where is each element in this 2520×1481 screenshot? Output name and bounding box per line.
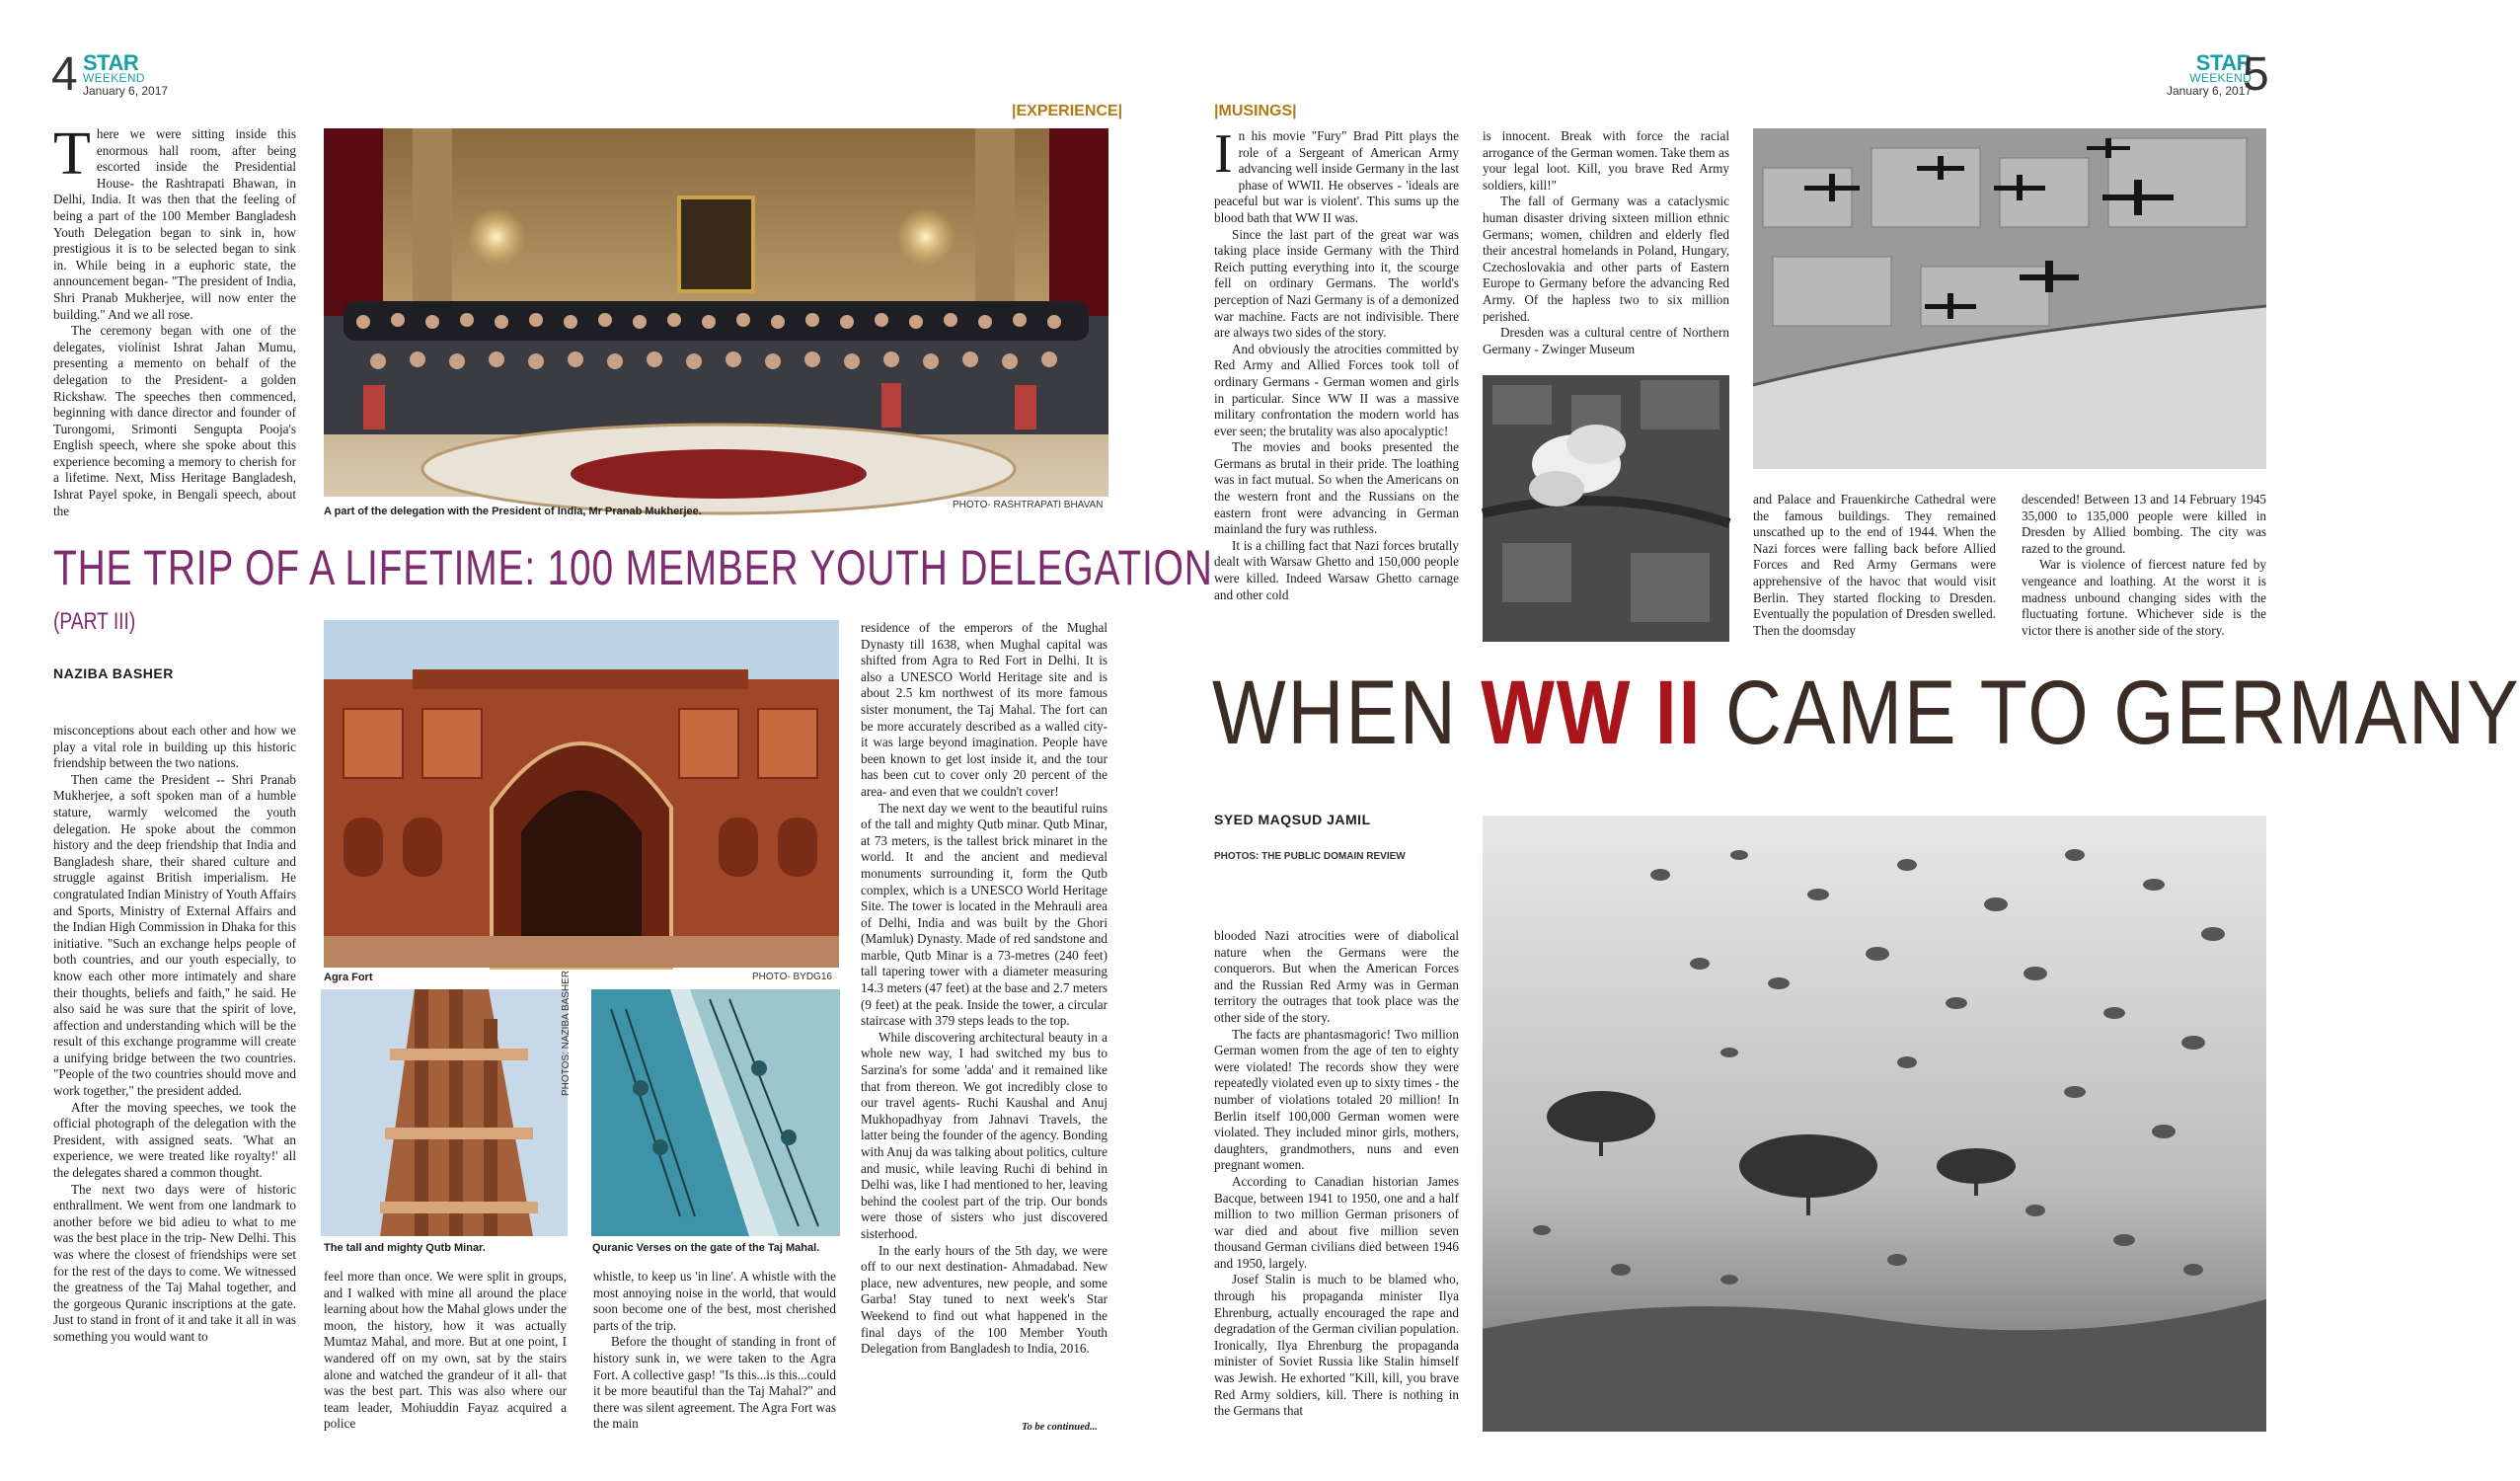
- body-paragraph: While discovering architectural beauty in a whole new way, I had switched my bus to Sarzina's for some 'adda' and it remained like that from thereon. We got incredibly close to our travel agents- Ruchi Kaushal and Anuj Mukhopadhyay from Jahnavi Travels, the latter being the founder of the agency. Bonding with Anuj da was talking about politics, culture and music, while leaving Ruchi di behind in Delhi was, like I had mentioned to her, leaving behind the coolest part of the trip. Our bonds were those of sisters who just discovered sisterhood.: [861, 1029, 1107, 1241]
- qutb-minar-illustration: [321, 989, 568, 1236]
- right-lower-column: [1214, 928, 1459, 1432]
- body-paragraph: It is a chilling fact that Nazi forces brutally dealt with Warsaw Ghetto and 150,000 people were killed. Indeed Warsaw Ghetto carnage and other cold: [1214, 537, 1459, 602]
- intro-paragraph: here we were sitting inside this enormous hall room, after being escorted inside the Presidential House- the Rashtrapati Bhawan, in Delhi, India. It was then that the feeling of being a part of the 100 Member Bangladesh Youth Delegation began to sink in, how prestigious it is to be selected began to sink in. While being in a euphoric state, the announcement began- "The president of India, Shri Pranab Mukherjee, will now enter the building." And we all rose.: [53, 126, 296, 322]
- logo-weekend-text: WEEKEND: [2189, 71, 2253, 85]
- delegation-group-photo: [324, 128, 1108, 497]
- left-body-column-1: [53, 723, 296, 1436]
- body-paragraph: War is violence of fiercest nature fed by vengeance and loathing. At the worst it is madness unbound changing sides with the fluctuating fortune. Whichever side is the victor there is another side of the story.: [2022, 557, 2266, 638]
- logo-star-text: STAR: [83, 50, 139, 75]
- body-paragraph: Dresden was a cultural centre of Northern Germany - Zwinger Museum: [1483, 325, 1729, 356]
- headline-part1: WHEN: [1212, 663, 1482, 763]
- qutb-minar-photo: [321, 989, 568, 1236]
- body-paragraph: n his movie "Fury" Brad Pitt plays the role of a Sergeant of American Army advancing well inside Germany in the last phase of WWII. He observes - 'ideals are peaceful but war is violent'. This sums up the blood bath that WW II was.: [1214, 128, 1459, 225]
- left-body-column-2: [324, 1269, 567, 1437]
- body-paragraph: Then came the President -- Shri Pranab Mukherjee, a soft spoken man of a humble stature, warmly welcomed the youth delegation. He spoke about the common history and the deep friendship that India and Bangladesh share, their shared culture and struggle against British imperialism. He congratulated Indian Ministry of Youth Affairs and Sports, Ministry of External Affairs and the Indian High Commission in Dhaka for this initiative. "Such an exchange helps people of both countries, and our youth especially, to know each other more intimately and share their thoughts, beliefs and faith," he said. He also said he was sure that the spirit of love, affection and understanding which will be the result of this exchange programme will create a unifying bridge between the two countries. "People of the two countries should move and work together," the president added.: [53, 771, 296, 1099]
- body-paragraph: The next day we went to the beautiful ruins of the tall and mighty Qutb minar. Qutb Minar, at 73 meters, is the tallest brick minaret in the world. It and the ancient and medieval monuments surrounding it, form the Qutb complex, which is a UNESCO World Heritage Site. The tower is located in the Mehrauli area of Delhi, India and was built by the Ghori (Mamluk) Dynasty. Made of red sandstone and marble, Qutb Minar is a 73-metres (240 feet) tall tapering tower with a diameter measuring 14.3 meters (47 feet) at the base and 2.7 meters (9 feet) at the peak. Inside the tower, a circular staircase with 379 steps leads to the top.: [861, 800, 1107, 1029]
- agra-fort-illustration: [324, 620, 839, 968]
- section-label-text: EXPERIENCE: [1016, 103, 1118, 119]
- body-paragraph: is innocent. Break with force the racial arrogance of the German women. Take them as your legal loot. Kill, you brave Red Army soldiers, kill!": [1483, 128, 1729, 193]
- bombing-aerial-photo: [1483, 375, 1729, 642]
- paratroopers-illustration: [1483, 816, 2266, 1432]
- left-body-column-4: [861, 620, 1107, 1426]
- body-paragraph: In the early hours of the 5th day, we were off to our next destination- Ahmadabad. New place, new adventures, new people, and some Garba! Stay tuned to next week's Star Weekend to find out what happened in the final days of the 100 Member Youth Delegation from Bangladesh to India, 2016.: [861, 1242, 1107, 1357]
- right-body-column-1: [1214, 123, 1459, 644]
- body-paragraph: Since the last part of the great war was taking place inside Germany with the Third Reich putting everything into it, the scourge fell on ordinary Germans. The world's perception of Nazi Germany is of a demonized war machine. Facts are not indivisible. There are always two sides of the story.: [1214, 226, 1459, 341]
- agra-fort-photo: [324, 620, 839, 968]
- to-be-continued: To be continued...: [1022, 1422, 1098, 1433]
- body-paragraph: residence of the emperors of the Mughal Dynasty till 1638, when Mughal capital was shifted from Agra to Red Fort in Delhi. It is also a UNESCO World Heritage site and is about 2.5 km northwest of its more famous sister monument, the Taj Mahal. The fort can be more accurately described as a walled city- it was large beyond imagination. People have been known to get lost inside it, and the tour has been cut to cover only 20 percent of the area- and even that we couldn't cover!: [861, 620, 1107, 799]
- body-paragraph: misconceptions about each other and how we play a vital role in building up this historic friendship between the two nations.: [53, 723, 296, 771]
- byline-naziba: NAZIBA BASHER: [53, 665, 174, 681]
- star-weekend-logo-left: [83, 50, 169, 98]
- photo-main-caption: A part of the delegation with the President of India, Mr Pranab Mukherjee.: [324, 506, 702, 517]
- photo-quranic-caption: Quranic Verses on the gate of the Taj Mahal.: [592, 1242, 820, 1254]
- body-paragraph: whistle, to keep us 'in line'. A whistle with the most annoying noise in the world, that would soon become one of the best, most cherished parts of the trip.: [593, 1269, 836, 1333]
- photos-credit: PHOTOS: THE PUBLIC DOMAIN REVIEW: [1214, 851, 1406, 862]
- photo-agra-credit: PHOTO- BYDG16: [752, 972, 832, 982]
- body-paragraph: feel more than once. We were split in groups, and I walked with mine all around the place learning about how the Mahal glows under the moon, the history, how it was actually Mumtaz Mahal, and more. But at one point, I wandered off on my own, sat by the stairs alone and watched the grandeur of it all- that was the best part. This was also where our team leader, Mohiuddin Fayaz acquired a police: [324, 1269, 567, 1432]
- logo-weekend-text: WEEKEND: [83, 71, 145, 85]
- intro-column: [53, 120, 296, 518]
- logo-star-text: STAR: [2195, 50, 2253, 75]
- headline-part2: CAME TO GERMANY: [1702, 663, 2520, 763]
- intro-paragraph: The ceremony began with one of the delegates, violinist Ishrat Jahan Mumu, presenting a memento on behalf of the delegation to the President- a golden Rickshaw. The speeches then commenced, beginning with dance director and founder of Turongomi, Srimonti Sengupta Pooja's English speech, where she spoke about this experience becoming a memory to cherish for a lifetime. Next, Miss Heritage Bangladesh, Ishrat Payel spoke, in Bengali speech, about the: [53, 323, 296, 518]
- section-label-text: MUSINGS: [1218, 103, 1293, 119]
- photo-main-credit: PHOTO- RASHTRAPATI BHAVAN: [953, 500, 1104, 510]
- article-headline-ww2: [1212, 662, 2520, 765]
- quranic-verses-photo: [591, 989, 840, 1236]
- page-number-right: 5: [2243, 48, 2269, 101]
- body-paragraph: and Palace and Frauenkirche Cathedral were the famous buildings. They remained unscathed up to the end of 1944. When the Nazi forces were falling back before Allied Forces and Red Army Germans were apprehensive of the havoc that would visit Berlin. They started flocking to Dresden. Eventually the population of Dresden swelled. Then the doomsday: [1753, 492, 1996, 638]
- body-paragraph: Josef Stalin is much to be blamed who, through his propaganda minister Ilya Ehrenburg, actually encouraged the rape and degradation of the German civilian population. Ironically, Ilya Ehrenburg the propaganda minister of Soviet Russia like Stalin himself was Jewish. He exhorted "Kill, kill, you brave Red Army soldiers, kill. There is nothing in the Germans that: [1214, 1272, 1459, 1419]
- body-paragraph: After the moving speeches, we took the official photograph of the delegation with the President, with assigned seats. 'What an experience, we were treated like royalty!' all the delegates shared a common thought.: [53, 1099, 296, 1181]
- page-number-left: 4: [51, 48, 78, 101]
- bomber-planes-photo: [1753, 128, 2266, 469]
- article-headline: THE TRIP OF A LIFETIME: 100 MEMBER YOUTH DELEGATION: [53, 540, 1213, 595]
- issue-date: January 6, 2017: [83, 84, 169, 98]
- left-body-column-3: [593, 1269, 836, 1437]
- issue-date: January 6, 2017: [2167, 84, 2253, 98]
- planes-illustration: [1753, 128, 2266, 469]
- hall-illustration: [324, 128, 1108, 497]
- body-paragraph: According to Canadian historian James Bacque, between 1941 to 1950, one and a half million to two million German prisoners of war died and about five million seven thousand German civilians died between 1946 and 1950, largely.: [1214, 1173, 1459, 1271]
- right-body-column-4: [2022, 492, 2266, 640]
- body-paragraph: And obviously the atrocities committed by Red Army and Allied Forces took toll of ordinary Germans - German women and girls in particular. Since WW II was a massive military confrontation the modern world has ever seen; the brutality was also apocalyptic!: [1214, 341, 1459, 438]
- right-body-column-3: [1753, 492, 1996, 640]
- drop-cap: I: [1214, 123, 1233, 185]
- body-paragraph: The fall of Germany was a cataclysmic human disaster driving sixteen million ethnic Germans; women, children and elderly fled their ancestral homelands in Poland, Hungary, Czechoslovakia and other parts of Eastern Europe to Germany before the advancing Red Army. Of the hapless two to six million perished.: [1483, 194, 1729, 324]
- photo-agra-caption: Agra Fort: [324, 972, 373, 983]
- photo-qutb-caption: The tall and mighty Qutb Minar.: [324, 1242, 486, 1254]
- body-paragraph: The facts are phantasmagoric! Two million German women from the age of ten to eighty were violated! The records show they were repeatedly violated even up to sixty times - the number of violations totaled 20 million! In Berlin itself 100,000 German women were violated. They included minor girls, mothers, daughters, grandmothers, nuns and even pregnant women.: [1214, 1026, 1459, 1173]
- body-paragraph: Before the thought of standing in front of history sunk in, we were taken to the Agra Fort. A collective gasp! "Is this...is this...could it be more beautiful than the Taj Mahal?" and there was silent agreement. The Agra Fort was the main: [593, 1334, 836, 1432]
- byline-syed: SYED MAQSUD JAMIL: [1214, 812, 1371, 827]
- article-subhead: (PART III): [53, 608, 136, 635]
- photo-side-credit: PHOTOS: NAZIBA BASHER: [561, 970, 572, 1096]
- body-paragraph: The next two days were of historic enthrallment. We went from one landmark to another before we bid adieu to what to me was the best place in the trip- New Delhi. This was where the closest of friendships were set for the rest of the days to come. We witnessed the greatness of the Taj Mahal together, and the gorgeous Quranic inscriptions at the gate. Just to stand in front of it and take it all in was something you would want to: [53, 1181, 296, 1344]
- right-body-column-2: [1483, 128, 1729, 356]
- bombing-illustration: [1483, 375, 1729, 642]
- body-paragraph: The movies and books presented the Germans as brutal in their pride. The loathing was in fact mutual. So when the Americans on the western front and the Russians on the eastern front were advancing in German mainland the fury was ruthless.: [1214, 439, 1459, 537]
- quranic-verses-illustration: [591, 989, 840, 1236]
- drop-cap: T: [53, 120, 91, 188]
- star-weekend-logo-right: [2167, 50, 2253, 98]
- body-paragraph: descended! Between 13 and 14 February 1945 35,000 to 135,000 people were killed in Dresden by Allied bombing. The city was razed to the ground.: [2022, 492, 2266, 556]
- body-paragraph: blooded Nazi atrocities were of diabolical nature when the Germans were the conquerors. But when the American Forces and the Russian Red Army was in German territory the outrages that took place was the other side of the story.: [1214, 928, 1459, 1025]
- headline-red: WW II: [1481, 663, 1703, 763]
- paratroopers-photo: [1483, 816, 2266, 1432]
- section-label-experience: |EXPERIENCE|: [1012, 103, 1123, 119]
- section-label-musings: |MUSINGS|: [1214, 103, 1297, 119]
